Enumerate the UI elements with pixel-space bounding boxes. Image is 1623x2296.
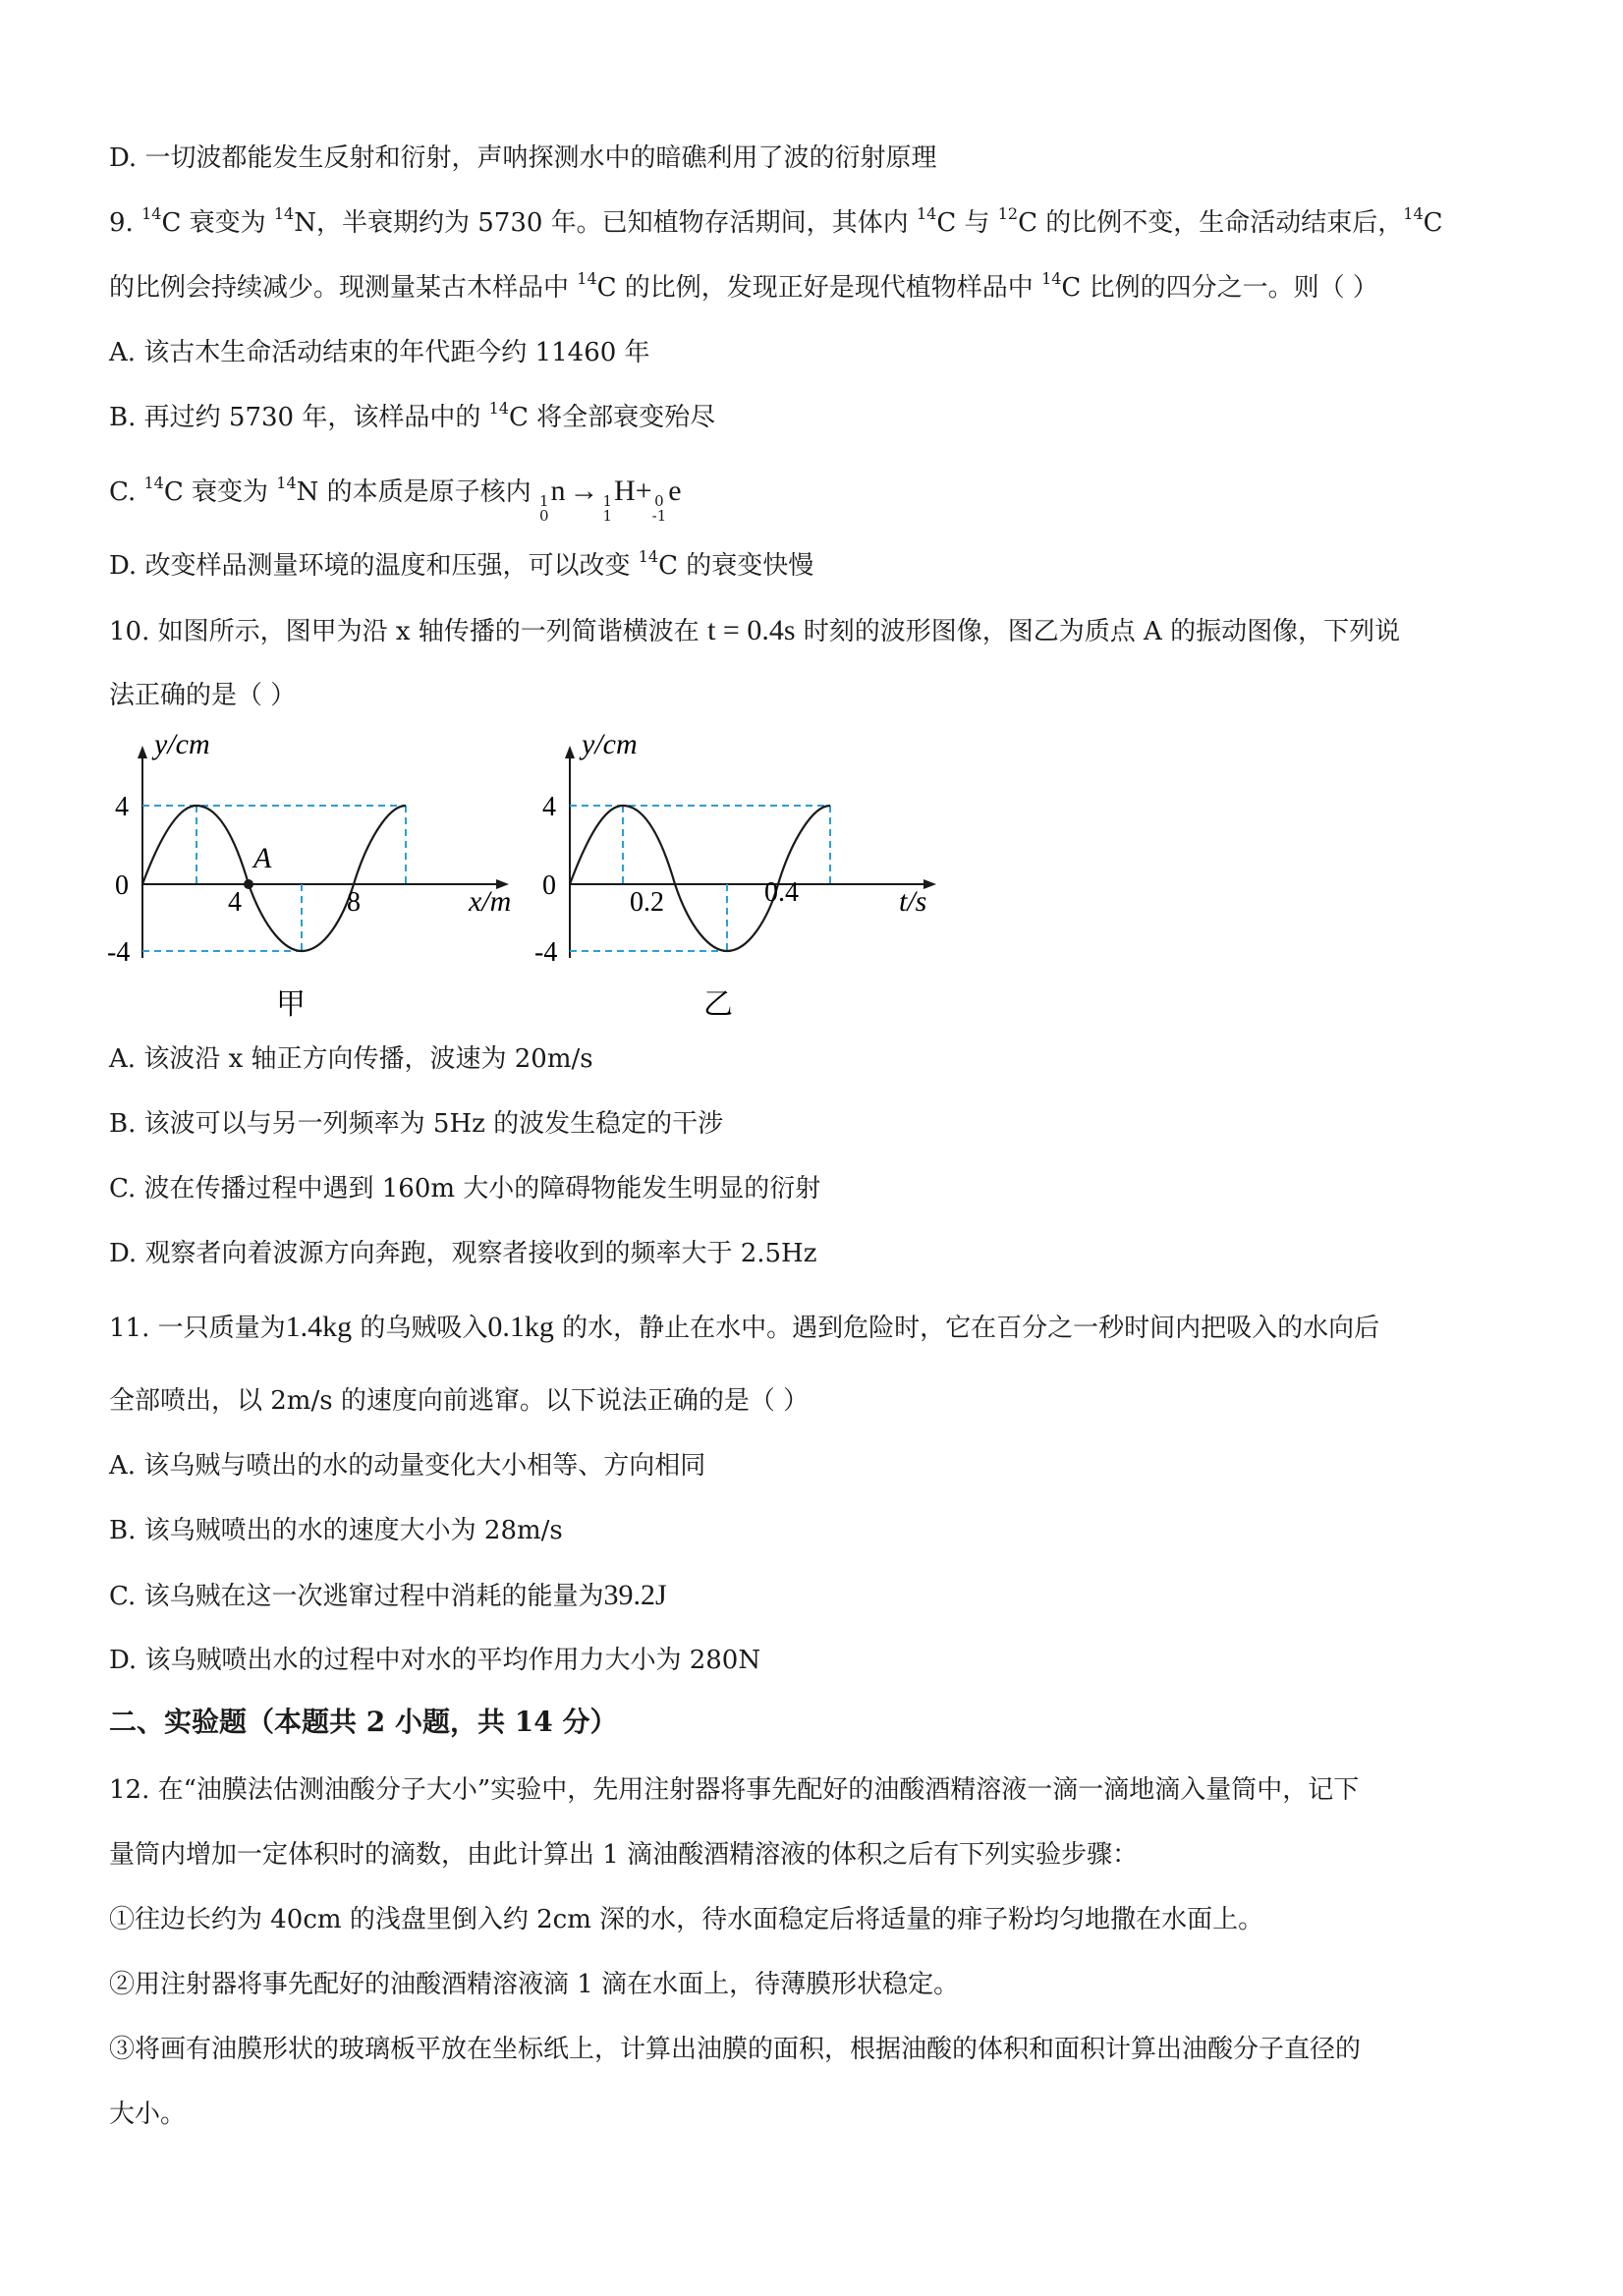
- fig-yi-caption: 乙: [703, 988, 733, 1021]
- q12-step-3-cont: 大小。: [109, 2100, 187, 2129]
- q10-stem-line1: 10. 如图所示，图甲为沿 x 轴传播的一列简谐横波在 t = 0.4s 时刻的波形图像，图乙为质点 A 的振动图像，下列说: [109, 614, 1401, 646]
- q8-option-d: D. 一切波都能发生反射和衍射，声呐探测水中的暗礁利用了波的衍射原理: [109, 143, 937, 173]
- q11-option-a: A. 该乌贼与喷出的水的动量变化大小相等、方向相同: [109, 1451, 706, 1481]
- fig-yi-ylabel: y/cm: [582, 732, 638, 760]
- fig-yi-xtick-0.4: 0.4: [764, 877, 799, 908]
- fig-jia-ytick-0: 0: [115, 870, 129, 901]
- q12-stem-line1: 12. 在“油膜法估测油酸分子大小”实验中，先用注射器将事先配好的油酸酒精溶液一滴一滴地滴入量筒中，记下: [109, 1775, 1360, 1805]
- section-heading-experiment: 二、实验题（本题共 2 小题，共 14 分）: [109, 1706, 618, 1738]
- q10-option-a: A. 该波沿 x 轴正方向传播，波速为 20m/s: [109, 1044, 593, 1074]
- q11-option-d: D. 该乌贼喷出水的过程中对水的平均作用力大小为 280N: [109, 1646, 761, 1675]
- q12-step-1: ①往边长约为 40cm 的浅盘里倒入约 2cm 深的水，待水面稳定后将适量的痱子粉均匀地撒在水面上。: [109, 1905, 1264, 1934]
- q11-option-c: C. 该乌贼在这一次逃窜过程中消耗的能量为39.2J: [109, 1579, 667, 1611]
- fig-jia-ytick-neg4: -4: [107, 937, 131, 968]
- q11-stem-line2: 全部喷出，以 2m/s 的速度向前逃窜。以下说法正确的是（ ）: [109, 1386, 810, 1416]
- fig-jia-xtick-8: 8: [347, 887, 361, 918]
- q12-step-2: ②用注射器将事先配好的油酸酒精溶液滴 1 滴在水面上，待薄膜形状稳定。: [109, 1970, 960, 1999]
- q10-option-c: C. 波在传播过程中遇到 160m 大小的障碍物能发生明显的衍射: [109, 1174, 821, 1204]
- q10-figure-yi: [531, 732, 973, 1027]
- fig-yi-xlabel: t/s: [899, 885, 927, 918]
- q12-stem-line2: 量筒内增加一定体积时的滴数，由此计算出 1 滴油酸酒精溶液的体积之后有下列实验步骤：: [109, 1840, 1139, 1870]
- q9-option-d: D. 改变样品测量环境的温度和压强，可以改变 $^{14}$C 的衰变快慢: [109, 547, 814, 581]
- fig-yi-ytick-4: 4: [542, 792, 556, 822]
- q9-stem-line1: 9. $^{14}$C 衰变为 $^{14}$N，半衰期约为 5730 年。已知植物存活期间，其体内 $^{14}$C 与 $^{12}$C 的比例不变，生命活动结束后，$^{14}$C: [109, 204, 1443, 238]
- fig-jia-point-label: A: [253, 842, 272, 874]
- q10-option-b: B. 该波可以与另一列频率为 5Hz 的波发生稳定的干涉: [109, 1109, 724, 1139]
- q9-stem-line2: 的比例会持续减少。现测量某古木样品中 $^{14}$C 的比例，发现正好是现代植物样品中 $^{14}$C 比例的四分之一。则（ ）: [109, 269, 1378, 303]
- fig-jia-caption: 甲: [276, 988, 306, 1021]
- fig-yi-xtick-0.2: 0.2: [630, 887, 664, 918]
- fig-jia-xtick-4: 4: [228, 887, 242, 918]
- point-a-marker: [244, 879, 253, 889]
- fig-jia-ytick-4: 4: [115, 792, 129, 822]
- q10-figure-jia: [103, 732, 545, 1027]
- fig-jia-ylabel: y/cm: [154, 732, 210, 760]
- q10-stem-line2: 法正确的是（ ）: [109, 681, 297, 710]
- q9-option-c: C. $^{14}$C 衰变为 $^{14}$N 的本质是原子核内 1 0 n → 1 1 H+ 0 -1 e: [109, 474, 682, 525]
- fig-yi-ytick-0: 0: [542, 870, 556, 901]
- q10-option-d: D. 观察者向着波源方向奔跑，观察者接收到的频率大于 2.5Hz: [109, 1239, 817, 1268]
- q9-option-a: A. 该古木生命活动结束的年代距今约 11460 年: [109, 338, 650, 367]
- q11-stem-line1: 11. 一只质量为1.4kg 的乌贼吸入0.1kg 的水，静止在水中。遇到危险时，它在百分之一秒时间内把吸入的水向后: [109, 1311, 1380, 1343]
- q11-option-b: B. 该乌贼喷出的水的速度大小为 28m/s: [109, 1516, 563, 1545]
- wave-curve: [142, 806, 406, 951]
- q9-option-b: B. 再过约 5730 年，该样品中的 $^{14}$C 将全部衰变殆尽: [109, 399, 716, 432]
- fig-yi-ytick-neg4: -4: [534, 937, 558, 968]
- fig-jia-xlabel: x/m: [469, 885, 512, 918]
- q12-step-3: ③将画有油膜形状的玻璃板平放在坐标纸上，计算出油膜的面积，根据油酸的体积和面积计算出油酸分子直径的: [109, 2035, 1362, 2064]
